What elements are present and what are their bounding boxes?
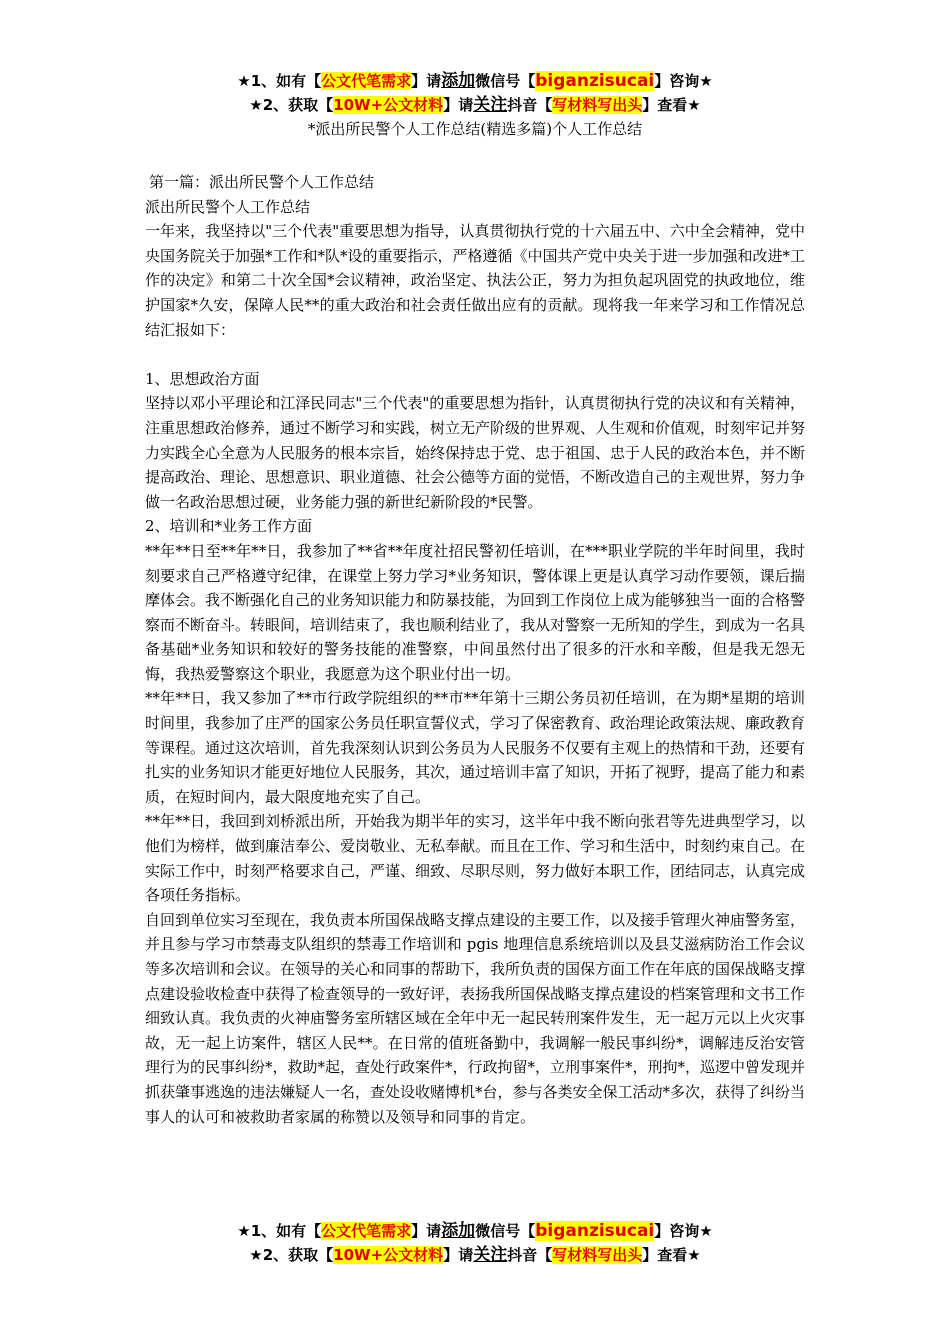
ad-text: 抖音【 bbox=[507, 96, 553, 114]
ad-footer-line-2 bbox=[0, 1243, 950, 1267]
ad-text: 微信号【 bbox=[475, 72, 536, 90]
paragraph: **年**日至**年**日，我参加了**省**年度社招民警初任培训，在***职业学院的半年时间里，我时刻要求自己严格遵守纪律，在课堂上努力学习*业务知识，警体课上更是认真学习动作要领，课后揣摩体会。我不断强化自己的业务知识能力和防暴技能，为回到工作岗位上成为能够独当一面的合格警察而不断奋斗。转眼间，培训结束了，我也顺利结业了，我从对警察一无所知的学生，到成为一名具备基础*业务知识和较好的警务技能的准警察，中间虽然付出了很多的汗水和辛酸，但是我无怨无悔，我热爱警察这个职业，我愿意为这个职业付出一切。 bbox=[145, 541, 806, 683]
ad-text: 】请 bbox=[411, 1222, 442, 1240]
document-title: *派出所民警个人工作总结(精选多篇)个人工作总结 bbox=[307, 120, 643, 138]
paragraph: 自回到单位实习至现在，我负责本所国保战略支撑点建设的主要工作，以及接手管理火神庙警务室，并且参与学习市禁毒支队组织的禁毒工作培训和 pgis 地理信息系统培训以及县艾滋病防治工作会议等多次培训和会议。在领导的关心和同事的帮助下，我所负责的国保方面工作在年底的国保战略支撑点建设验收检查中获得了检查领导的一致好评，表扬我所国保战略支撑点建设的档案管理和文书工作细致认真。我负责的火神庙警务室所辖区域在全年中无一起民转刑案件发生，无一起万元以上火灾事故，无一起上访案件，辖区人民**。在日常的值班备勤中，我调解一般民事纠纷*，调解违反治安管理行为的民事纠纷*，救助*起，查处行政案件*，行政拘留*，立刑事案件*，刑拘*，巡逻中曾发现并抓获肇事逃逸的违法嫌疑人一名，查处设收赌博机*台，参与各类安全保工活动*多次，获得了纠纷当事人的认可和被救助者家属的称赞以及领导和同事的肯定。 bbox=[145, 910, 806, 1126]
ad-text: ★2、获取【 bbox=[249, 1246, 334, 1264]
ad-text: 】请 bbox=[443, 1246, 474, 1264]
ad-douyin-name: 写材料写出头 bbox=[552, 96, 643, 114]
ad-emphasis: 关注 bbox=[473, 95, 508, 115]
ad-wechat-id: biganzisucai bbox=[535, 71, 655, 91]
ad-emphasis: 关注 bbox=[473, 1245, 508, 1265]
blank-line bbox=[145, 342, 805, 367]
ad-douyin-name: 写材料写出头 bbox=[552, 1246, 643, 1264]
section-heading: 2、培训和*业务工作方面 bbox=[145, 517, 313, 536]
ad-text: 】咨询★ bbox=[654, 1222, 713, 1240]
paragraph: 坚持以邓小平理论和江泽民同志"三个代表"的重要思想为指针，认真贯彻执行党的决议和有关精神，注重思想政治修养，通过不断学习和实践，树立无产阶级的世界观、人生观和价值观，时刻牢记并努力实践全心全意为人民服务的根本宗旨，始终保持忠于党、忠于祖国、忠于人民的政治本色，并不断提高政治、理论、思想意识、职业道德、社会公德等方面的觉悟，不断改造自己的主观世界，努力争做一名政治思想过硬，业务能力强的新世纪新阶段的*民警。 bbox=[145, 394, 806, 511]
ad-text: 】咨询★ bbox=[654, 72, 713, 90]
ad-banner-line-2 bbox=[0, 93, 950, 117]
ad-emphasis: 添加 bbox=[441, 71, 476, 91]
paragraph: **年**日，我又参加了**市行政学院组织的**市**年第十三期公务员初任培训，在为期*星期的培训时间里，我参加了庄严的国家公务员任职宣誓仪式，学习了保密教育、政治理论政策法规、廉政教育等课程。通过这次培训，首先我深刻认识到公务员为人民服务不仅要有主观上的热情和干劲，还要有扎实的业务知识才能更好地位人民服务，其次，通过培训丰富了知识，开拓了视野，提高了能力和素质，在短时间内，最大限度地充实了自己。 bbox=[145, 689, 806, 806]
ad-text: 】查看★ bbox=[642, 96, 701, 114]
ad-banner-line-1 bbox=[0, 69, 950, 93]
paragraph: 一年来，我坚持以"三个代表"重要思想为指导，认真贯彻执行党的十六届五中、六中全会精神，党中央国务院关于加强*工作和*队*设的重要指示，严格遵循《中国共产党中央关于进一步加强和改进*工作的决定》和第二十次全国*会议精神，政治坚定、执法公正，努力为担负起巩固党的执政地位，维护国家*久安，保障人民**的重大政治和社会责任做出应有的贡献。现将我一年来学习和工作情况总结汇报如下： bbox=[145, 222, 806, 339]
ad-highlight: 10W+公文材料 bbox=[333, 1246, 444, 1264]
ad-text: 微信号【 bbox=[475, 1222, 536, 1240]
paragraph: **年**日，我回到刘桥派出所，开始我为期半年的实习，这半年中我不断向张君等先进典型学习，以他们为榜样，做到廉洁奉公、爱岗敬业、无私奉献。而且在工作、学习和生活中，时刻约束自己。在实际工作中，时刻严格要求自己，严谨、细致、尽职尽则，努力做好本职工作，团结同志，认真完成各项任务指标。 bbox=[145, 812, 806, 905]
document-body bbox=[145, 170, 805, 1129]
ad-highlight: 公文代笔需求 bbox=[321, 72, 412, 90]
ad-text: ★1、如有【 bbox=[237, 1222, 322, 1240]
section-subheading: 派出所民警个人工作总结 bbox=[145, 197, 311, 216]
ad-text: ★2、获取【 bbox=[249, 96, 334, 114]
ad-wechat-id: biganzisucai bbox=[535, 1221, 655, 1241]
section-heading: 1、思想政治方面 bbox=[145, 369, 260, 388]
ad-text: 】请 bbox=[443, 96, 474, 114]
ad-text: 抖音【 bbox=[507, 1246, 553, 1264]
ad-emphasis: 添加 bbox=[441, 1221, 476, 1241]
section-heading: 第一篇：派出所民警个人工作总结 bbox=[149, 173, 375, 191]
ad-text: ★1、如有【 bbox=[237, 72, 322, 90]
ad-highlight: 10W+公文材料 bbox=[333, 96, 444, 114]
ad-footer-line-1 bbox=[0, 1219, 950, 1243]
ad-text: 】请 bbox=[411, 72, 442, 90]
ad-highlight: 公文代笔需求 bbox=[321, 1222, 412, 1240]
ad-text: 】查看★ bbox=[642, 1246, 701, 1264]
